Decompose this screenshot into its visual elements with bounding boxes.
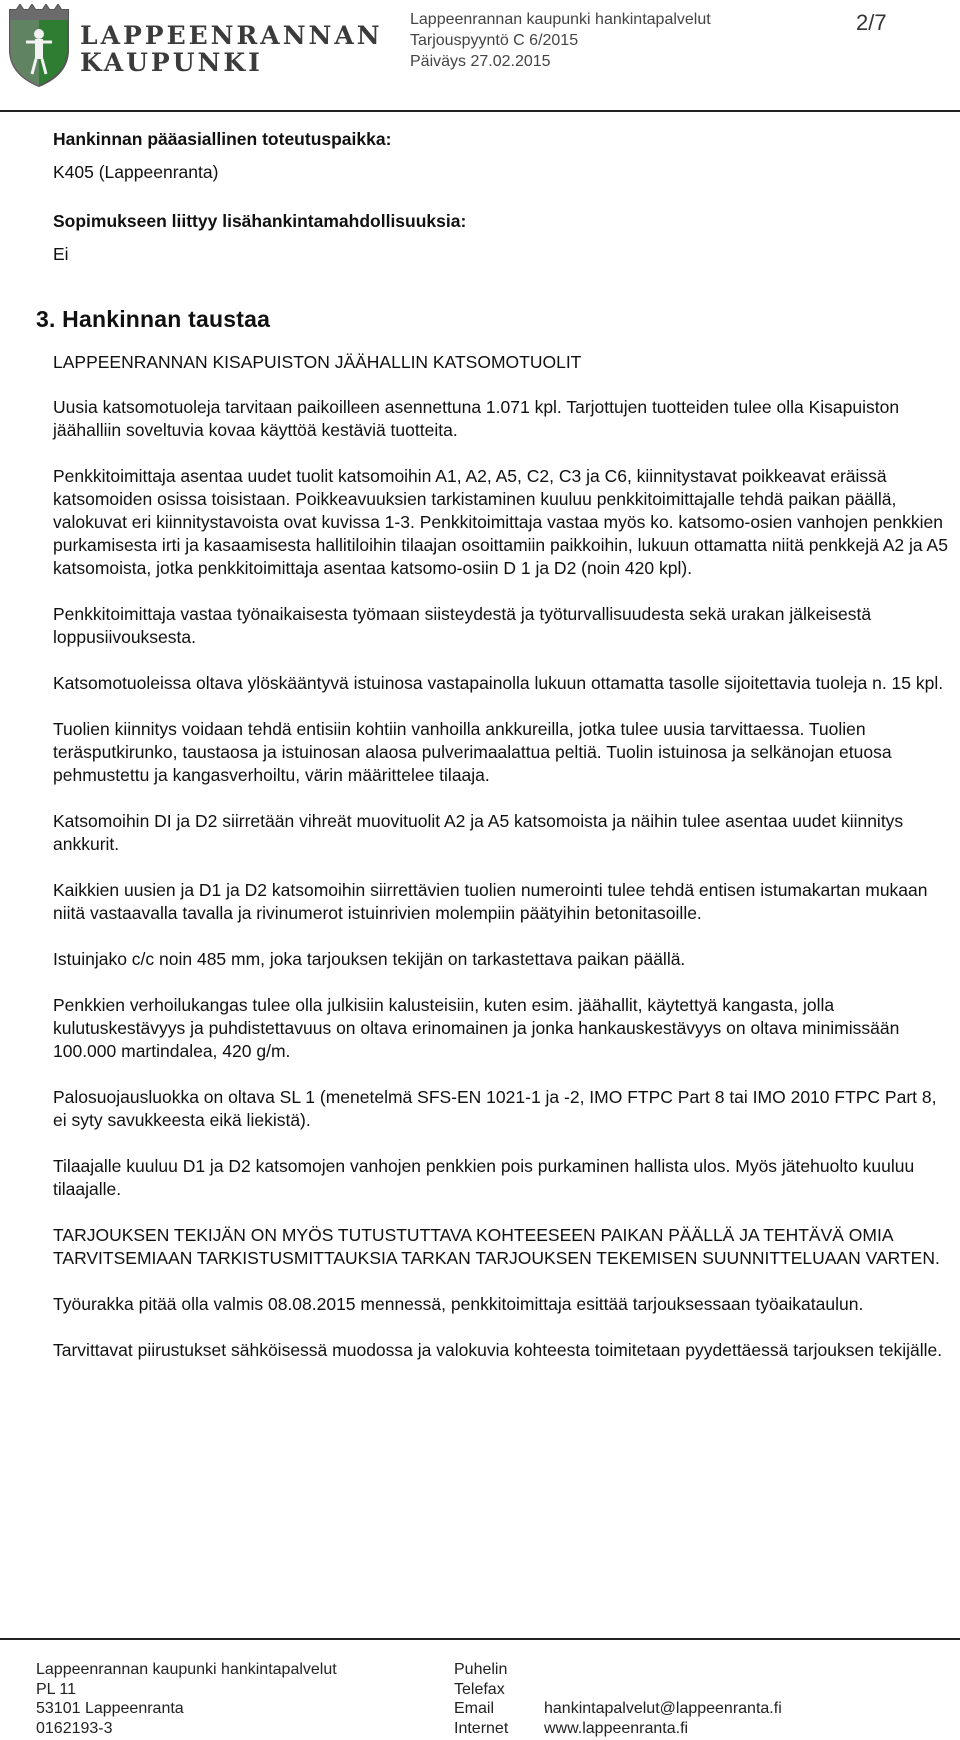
footer-po-box: PL 11 <box>36 1680 77 1698</box>
paragraph: Penkkitoimittaja asentaa uudet tuolit katsomoihin A1, A2, A5, C2, C3 ja C6, kiinnitystavat poikkeavat eräissä katsomoiden osissa toisistaan. Poikkeavuuksien tarkistaminen kuuluu penkkitoimittajalle tehdä paikan päällä, valokuvat eri kiinnitystavoista ovat kuvissa 1-3. Penkkitoimittaja vastaa myös ko. katsomo-osien vanhojen penkkien purkamisesta irti ja kasaamisesta hallitiloihin tilaajan osoittamiin paikkoihin, lukuun ottamatta niitä penkkejä A2 ja A5 katsomoista, jotka penkkitoimittaja asentaa katsomo-osiin D 1 ja D2 (noin 420 kpl). <box>53 466 948 578</box>
logo-text-line1: LAPPEENRANNAN <box>80 21 383 50</box>
paragraph: Tuolien kiinnitys voidaan tehdä entisiin kohtiin vanhoilla ankkureilla, jotka tulee uusia tarvittaessa. Tuolien teräsputkirunko, taustaosa ja istuinosan alaosa pulverimaalattua peltiä. Tuolin istuinosa ja selkänojan etuosa pehmustettu ja kangasverhoiltu, värin määrittelee tilaaja. <box>53 719 892 785</box>
footer-email-link[interactable]: hankintapalvelut@lappeenranta.fi <box>544 1700 782 1717</box>
section-subtitle: LAPPEENRANNAN KISAPUISTON JÄÄHALLIN KATSOMOTUOLIT <box>53 352 582 372</box>
paragraph: Katsomoihin DI ja D2 siirretään vihreät muovituolit A2 ja A5 katsomoista ja näihin tulee asentaa uudet kiinnitys ankkurit. <box>53 811 904 854</box>
section-heading: 3. Hankinnan taustaa <box>36 306 271 332</box>
footer-postal: 53101 Lappeenranta <box>36 1700 184 1717</box>
city-crest-icon <box>6 4 72 88</box>
footer-fax-label: Telefax <box>454 1680 505 1698</box>
footer-website-link[interactable]: www.lappeenranta.fi <box>544 1719 689 1737</box>
footer-org: Lappeenrannan kaupunki hankintapalvelut <box>36 1661 337 1678</box>
paragraph: Tilaajalle kuuluu D1 ja D2 katsomojen vanhojen penkkien pois purkaminen hallista ulos. Myös jätehuolto kuuluu tilaajalle. <box>53 1156 915 1199</box>
footer-divider <box>0 1638 960 1640</box>
page-number: 2/7 <box>856 10 887 35</box>
document-body <box>36 128 953 1385</box>
header-doc-info <box>410 9 711 72</box>
place-label: Hankinnan pääasiallinen toteutuspaikka: <box>53 129 392 149</box>
extra-procurement-value: Ei <box>53 244 69 264</box>
header-divider <box>0 110 960 112</box>
city-logo-wordmark <box>80 22 383 76</box>
footer-contact-values <box>544 1660 844 1738</box>
footer-address <box>36 1660 436 1738</box>
header-org: Lappeenrannan kaupunki hankintapalvelut <box>410 11 711 28</box>
page-header <box>0 0 960 112</box>
place-value: K405 (Lappeenranta) <box>53 162 219 182</box>
paragraph: Istuinjako c/c noin 485 mm, joka tarjouksen tekijän on tarkastettava paikan päällä. <box>53 949 686 969</box>
paragraph: Penkkien verhoilukangas tulee olla julkisiin kalusteisiin, kuten esim. jäähallit, käytettyä kangasta, jolla kulutuskestävyys ja puhdistettavuus on oltava erinomainen ja jonka hankauskestävyys on oltava minimissään 100.000 martindalea, 420 g/m. <box>53 995 900 1061</box>
header-date: Päiväys 27.02.2015 <box>410 53 551 70</box>
paragraph: TARJOUKSEN TEKIJÄN ON MYÖS TUTUSTUTTAVA KOHTEESEEN PAIKAN PÄÄLLÄ JA TEHTÄVÄ OMIA TARVITSEMIAAN TARKISTUSMITTAUKSIA TARKAN TARJOUKSEN TEKEMISEN SUUNNITTELUAAN VARTEN. <box>53 1225 940 1268</box>
paragraph: Työurakka pitää olla valmis 08.08.2015 mennessä, penkkitoimittaja esittää tarjouksessaan työaikataulun. <box>53 1294 864 1314</box>
paragraph: Palosuojausluokka on oltava SL 1 (menetelmä SFS-EN 1021-1 ja -2, IMO FTPC Part 8 tai IMO 2010 FTPC Part 8, ei syty savukkeesta eikä liekistä). <box>53 1087 937 1130</box>
paragraph: Kaikkien uusien ja D1 ja D2 katsomoihin siirrettävien tuolien numerointi tulee tehdä entisen istumakartan mukaan niitä vastaavalla tavalla ja rivinumerot istuinrivien molempiin päätyihin betonitasoille. <box>53 880 928 923</box>
header-doc-ref: Tarjouspyyntö C 6/2015 <box>410 32 579 49</box>
paragraph: Katsomotuoleissa oltava ylöskääntyvä istuinosa vastapainolla lukuun ottamatta tasolle sijoitettavia tuoleja n. 15 kpl. <box>53 673 944 693</box>
paragraph-list <box>53 396 953 1362</box>
extra-procurement-label: Sopimukseen liittyy lisähankintamahdollisuuksia: <box>53 211 467 231</box>
footer-contact-labels <box>454 1660 544 1738</box>
paragraph: Uusia katsomotuoleja tarvitaan paikoilleen asennettuna 1.071 kpl. Tarjottujen tuotteiden tulee olla Kisapuiston jäähalliin soveltuvia kovaa käyttöä kestäviä tuotteita. <box>53 397 900 440</box>
footer-business-id: 0162193-3 <box>36 1719 113 1737</box>
paragraph: Penkkitoimittaja vastaa työnaikaisesta työmaan siisteydestä ja työturvallisuudesta sekä urakan jälkeisestä loppusiivouksesta. <box>53 604 872 647</box>
footer-email-label: Email <box>454 1700 495 1717</box>
footer-phone-label: Puhelin <box>454 1661 508 1678</box>
footer-internet-label: Internet <box>454 1719 509 1737</box>
logo-text-line2: KAUPUNKI <box>80 48 263 77</box>
paragraph: Tarvittavat piirustukset sähköisessä muodossa ja valokuvia kohteesta toimitetaan pyydettäessä tarjouksen tekijälle. <box>53 1340 943 1360</box>
